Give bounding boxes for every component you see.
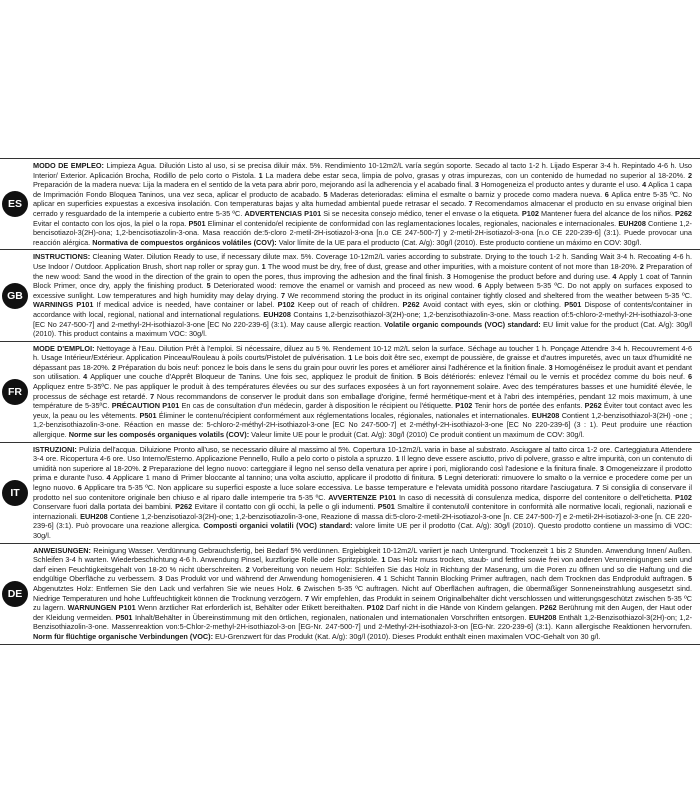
text-run: Apply between 5-35 ºC. Do not apply on surfaces exposed to excessive sunlight. Low temperatures and high humidity may delay drying. [33,281,693,300]
text-run: Conservare fuori dalla portata dei bambini. [33,502,176,512]
bold-text-run: EUH208 [528,612,559,622]
text-run: Contains 1,2-benzisothiazol-3(2H)-one; 1,2-benzisothiazolin-3-one. Mass reaction of:5-chloro-2-methyl-2H-isothiazol-3-one [EC No 247-500-7] and 2-methyl-2H-isothiazol-3-one [EC No 220-239-6] (3:1). May cause allergic reaction. [33,309,693,329]
bold-text-run: 2 [687,170,692,180]
text-run: Cleaning Water. Dilution Ready to use, if necessary dilute max. 5%. Coverage 10-12m2/L varies according to substrate. Drying to the touch 1-2 h. Sanding Wait 3-4 h. Recoating 4-6 h. Use Indoor / Outdoor. Application Brush, short nap roller or spray gun. [33,252,692,271]
bold-text-run: 4 [106,473,113,483]
text-run: Avoid contact with eyes, skin or clothing. [422,300,565,310]
instructions-text-it [33,445,692,541]
bold-text-run: P262 [584,401,604,411]
text-run: Il legno deve essere asciutto, privo di polvere, grasso e altre impurità, con un contenuto di umidità non superiore al 18-20%. [33,454,692,473]
bold-text-run: 6 [604,189,612,199]
text-run: Maderas deterioradas: elimina el esmalte o barniz y procede como madera nueva. [330,189,605,199]
text-run: Bois détériorés: enlevez l'émail ou le vernis et procédez comme du bois neuf. [424,372,688,382]
section-fr [0,341,700,442]
instructions-text-de [33,546,692,642]
text-run: Contiene 1,2-benzisotiazol-3(2H)-one; 1,2-benzisotiazolin-3-one, Reazione di massa di:5-cloro-2-metil-2H-isotiazol-3-one [n. CE 247-500-7] e 2-metil-2H-isotiazol-3-one [n. CE 220-239-6] (3:1). Può provocare una reazione allergica. [33,511,692,531]
bold-text-run: 2 [142,463,149,473]
text-run: Applicare tra 5-35 ºC. Non applicare su superfici esposte a luce solare eccessiva. Le basse temperature e l'elevata umidità possono ritardare l'asciugatura. [84,483,596,492]
bold-text-run: WARNUNGEN P101 [67,603,138,613]
bold-text-run: P501 [188,218,208,228]
text-run: Limpieza Agua. Dilución Listo al uso, si se precisa diluir máx. 5%. Rendimiento 10-12m2/L varía según soporte. Secado al tacto 1-2 h. Lijado Esperar 3-4 h. Repintado 4-6 h. Uso Interior/ Exterior. Aplicación Brocha, Rodillo de pelo corto o Pistola. [33,161,692,180]
bold-text-run: 1 [258,170,266,180]
text-run: EU limit value for the product (Cat. A/g): 30g/l (2010). This product contains a maximum VOC: 30g/l. [33,319,692,339]
language-badge-gb: GB [2,283,28,309]
text-run: Aplica entre 5-35 ºC. No aplicar en superficies expuestas a excesiva insolación. Con temperaturas bajas y alta humedad ambiental puede retrasar el secado. [33,189,693,209]
text-run: Si consiglia di conservare il prodotto nel suo contenitore originale ben chiuso e al riparo dalle intemperie tra 5-35 ºC. [33,483,692,502]
bold-text-run: 1 [381,555,388,565]
bold-text-run: 5 [687,574,693,584]
language-badge-it: IT [2,480,28,506]
bold-text-run: 7 [150,391,157,401]
bold-text-run: 6 [477,281,485,291]
bold-text-run: AVVERTENZE P101 [328,492,399,502]
text-run: Inhalt/Behälter in Übereinstimmung mit den örtlichen, regionalen, nationalen und internationalen Vorschriften entsorgen. [134,612,529,622]
section-gb [0,249,700,340]
instructions-document [0,158,700,645]
bold-text-run: 1 [395,454,402,464]
text-run: Berührung mit den Augen, der Haut oder der Kleidung vermeiden. [33,603,693,622]
bold-text-run: P262 [539,603,559,613]
text-run: Recomendamos almacenar el producto en su envase original bien cerrado y resguardado de la intemperie a cubierto entre 5-35 ºC. [33,199,693,218]
bold-text-run: 1 [348,353,355,363]
bold-text-run: 6 [296,583,304,593]
text-run: Abgenutztes Holz: Entfernen Sie den Lack und verfahren Sie wie neues Holz. [33,583,297,593]
bold-text-run: Norm für flüchtige organische Verbindungen (VOC): [33,631,216,641]
text-run: The wood must be dry, free of dust, grease and other impurities, with a moisture content of not more than 18-20%. [267,261,640,271]
bold-text-run: P102 [521,208,542,218]
text-run: Éviter tout contact avec les yeux, la peau ou les vêtements. [33,401,692,420]
bold-text-run: 3 [158,574,166,584]
bold-text-run: 5 [323,189,331,199]
text-run: Contient 1,2-benzisothiazol-3(2H) -one ; 1,2-benzisothiazolin-3-one. Réaction en masse de: 5-chloro-2-méthyl-2H-isothiazol-3-one [EC No 247-500-7] et 2-méthyl-2H-isothiazol-3-one [EC No 220-239-6] (3 : 1). Peut produire une réaction allergique. [33,410,693,440]
bold-text-run: P102 [674,492,692,502]
text-run: Keep out of reach of children. [297,300,403,310]
text-run: Tenir hors de portée des enfants. [474,401,585,411]
bold-text-run: 1 [261,261,268,271]
bold-text-run: P501 [139,410,159,420]
bold-text-run: 5 [438,473,445,483]
text-run: Si se necesita consejo médico, tener el envase o la etiqueta. [323,208,522,218]
text-run: Applicare 1 mano di Primer bloccante al tannino; una volta asciutto, applicare il prodotto di finitura. [112,473,439,483]
text-run: Valor límite de la UE para el producto (Cat. A/g): 30g/l (2010). Este producto contiene un máximo en COV: 30g/l. [278,237,642,247]
text-run: Preparazione del legno nuovo: carteggiare il legno nel senso della venatura per aprire i pori, migliorando così l'adesione e la finitura finale. [149,463,600,473]
bold-text-run: 5 [206,281,214,291]
instructions-text-fr [33,344,692,440]
text-run: Nettoyage à l'Eau. Dilution Prêt à l'emploi. Si nécessaire, diluez au 5 %. Rendement 10-12 m2/L selon la surface. Séchage au toucher 1 h. Ponçage Attendre 3-4 h. Recouvrement 4-6 h. Usage Intérieur/Extérieur. Application Pinceau/Rouleau à poils courts/Pistolet de pulvérisation. [33,343,693,363]
text-run: Valeur limite UE pour le produit (Cat. A/g): 30g/l (2010) Ce produit contient un maximum de COV: 30g/l. [251,430,585,440]
bold-text-run: P262 [175,502,195,512]
text-run: Das Produkt vor und während der Anwendung homogenisieren. [165,574,377,584]
bold-text-run: 6 [687,372,692,382]
bold-text-run: INSTRUCTIONS: [33,252,93,262]
bold-text-run: MODO DE EMPLEO: [33,161,107,170]
bold-text-run: 7 [280,290,288,300]
text-run: Vorbereitung von neuem Holz: Schleifen Sie das Holz in Richtung der Maserung, um die Poren zu öffnen und so die Haftung und die endgültige Oberfläche zu verbessern. [33,564,692,584]
text-run: Mantener fuera del alcance de los niños. [541,208,675,218]
text-run: Das Holz muss trocken, staub- und fettfrei sowie frei von anderen Verunreinigungen sein und darf einen Feuchtigkeitsgehalt von 18-20 % nicht überschreiten. [33,555,693,574]
text-run: Pulizia dell'acqua. Diluizione Pronto all'uso, se necessario diluire al massimo al 5%. Copertura 10-12m2/L varia in base al substrato. Asciugare al tatto circa 1-2 ore. Carteggiatura Attendere 3-4 ore. Ricopertura 4-6 ore. Uso Interno/Esterno. Applicazione Pennello, Rullo a pelo corto o pistola a spruzzo. [33,444,692,464]
text-run: We recommend storing the product in its original container tightly closed and sheltered from the weather between 5-35 ºC. [287,290,693,300]
bold-text-run: P262 [402,300,423,310]
bold-text-run: P501 [115,612,135,622]
text-run: Evitare il contatto con gli occhi, la pelle o gli indumenti. [194,502,378,512]
section-es [0,158,700,249]
bold-text-run: 4 [612,271,619,281]
text-run: Contiene 1,2-bencisotiazol-3(2H)-ona; 1,2-bencisotiazolin-3-ona. Masa reacción de:5-cloro 2-metil-2H-isotiazol-3-ona [n.o CE 247-500-7] y 2-metil-2H-isotiazol-3-ona [n.o CE 220-239-6] (3:1). Puede provocar una reacción alérgica. [33,218,692,247]
language-badge-de: DE [2,581,28,607]
text-run: Reinigung Wasser. Verdünnung Gebrauchsfertig, bei Bedarf 5% verdünnen. Ergiebigkeit 10-12m2/L variiert je nach Untergrund. Trockenzeit 1 bis 2 Stunden. Anwendung Innen/ Außen. Schleifen 3-4 h warten. Wiederbeschichtung 4-6 h. Anwendung Pinsel, kurzflorige Rolle oder Spritzpistole. [33,545,693,565]
bold-text-run: EUH208 [263,309,294,319]
bold-text-run: 3 [548,362,555,372]
bold-text-run: 7 [595,483,603,492]
bold-text-run: 3 [599,463,607,473]
text-run: Smaltire il contenuto/il contenitore in conformità alle normative locali, regionali, nazionali e internazionali. [33,502,693,521]
text-run: En cas de consultation d'un médecin, garder à disposition le récipient ou l'étiquette. [181,401,456,411]
text-run: Apply 1 coat of Tannin Block Primer, once dry, apply the finishing product. [33,271,693,291]
bold-text-run: MODE D'EMPLOI: [33,343,97,353]
text-run: EU-Grenzwert für das Produkt (Kat. A/g): 30g/l (2010). Dieses Produkt enthält einen maximalen VOC-Gehalt von 30 g/l. [215,631,601,641]
text-run: Enthält 1,2-Benzisothiazol-3(2H)-on; 1,2-Benzisothiazolin-3-one. Massenreaktion von:5-Chlor-2-methyl-2H-isothiazol-3-on [EG-Nr. 247-500-7] und 2-Methyl-2H-isothiazol-3-on [EG-Nr. 220-239-6] (3:1). Kann allergische Reaktionen hervorrufen. [33,612,693,632]
text-run: Préparation du bois neuf: poncez le bois dans le sens du grain pour ouvrir les pores et améliorer ainsi l'adhérence et la finition finale. [117,362,549,372]
text-run: Aplica 1 capa de Imprimación Fondo Bloquea Taninos, una vez seca, aplicar el producto de acabado. [33,180,692,199]
text-run: Omogeneizzare il prodotto prima e durante l'uso. [33,463,692,483]
text-run: Dispose of contents/container in accordance with local, regional, national and international regulations. [33,300,693,319]
bold-text-run: P501 [377,502,398,512]
text-run: Preparación de la madera nueva: Lija la madera en el sentido de la veta para abrir poro, mejorando así la adherencia y el acabado final. [33,180,475,190]
bold-text-run: 2 [245,564,253,574]
bold-text-run: P102 [366,603,386,613]
text-run: Deteriorated wood: remove the enamel or varnish and proceed as new wood. [213,281,478,291]
section-it [0,442,700,543]
bold-text-run: P262 [674,208,692,218]
bold-text-run: P102 [277,300,298,310]
bold-text-run: ISTRUZIONI: [33,444,79,454]
bold-text-run: 4 [83,372,91,382]
text-run: Darf nicht in die Hände von Kindern gelangen. [386,603,540,613]
bold-text-run: 4 [642,180,649,190]
text-run: Homogénéisez le produit avant et pendant son utilisation. [33,362,692,382]
bold-text-run: Normativa de compuestos orgánicos volátiles (COV): [92,237,279,247]
text-run: If medical advice is needed, have container or label. [96,300,278,310]
bold-text-run: Volatile organic compounds (VOC) standard: [384,319,544,329]
text-run: Zwischen 5-35 ºC auftragen. Nicht auf Oberflächen auftragen, die übermäßiger Sonneneinstrahlung ausgesetzt sind. Niedrige Temperaturen und hohe Luftfeuchtigkeit können die Trocknung verzögern. [33,583,692,603]
text-run: Eliminar el contenido/el recipiente de conformidad con las reglamentaciones locales, regionales, nacionales e internacionales. [207,218,619,228]
text-run: Wir empfehlen, das Produkt in seinem Originalbehälter dicht verschlossen und witterungsgeschützt zwischen 5-35 ºC zu lagern. [33,593,692,613]
bold-text-run: 4 [376,574,384,584]
bold-text-run: ANWEISUNGEN: [33,545,94,555]
bold-text-run: EUH208 [531,410,562,420]
text-run: Preparation of the new wood: Sand the wood in the direction of the grain to open the pores, thus improving the adhesion and the final finish. [33,261,693,281]
bold-text-run: PRÉCAUTION P101 [111,401,182,411]
text-run: Nous recommandons de conserver le produit dans son emballage d'origine, fermé hermétique-ment et à l'abri des intempéries, pendant 12 mois maximum, à une température de 5-35ºC. [33,391,692,411]
bold-text-run: 5 [417,372,425,382]
bold-text-run: 3 [474,180,481,190]
section-de [0,543,700,645]
bold-text-run: P102 [455,401,475,411]
bold-text-run: Composti organici volatili (VOC) standard: [203,521,356,531]
text-run: Éliminer le contenu/récipient conformément aux réglementations locales, régionales, nationales et internationales. [158,410,532,420]
text-run: Le bois doit être sec, exempt de poussière, de graisse et d'autres impuretés, avec un taux d'humidité ne dépassant pas 18-20%. [33,353,692,372]
text-run: Appliquer une couche d'Apprêt Bloqueur de Tanins. Une fois sec, appliquez le produit de finition. [90,372,418,382]
instructions-text-gb [33,252,692,338]
text-run: Appliquez entre 5-35ºC. Ne pas appliquer le produit à des températures élevées ou sur des surfaces exposées à un fort rayonnement solaire. Avec des températures basses et une humidité élevée, le processus de séchage est retardé. [33,382,692,401]
text-run: valore limite UE per il prodotto (Cat. A/g): 30g/l (2010). Questo prodotto contiene un massimo di VOC: 30g/l. [33,521,692,540]
text-run: Wenn ärztlicher Rat erforderlich ist, Behälter oder Etikett bereithalten. [137,603,367,613]
text-run: Evitar el contacto con los ojos, la piel o la ropa. [33,218,189,228]
bold-text-run: Norme sur les composés organiques volatils (COV): [68,430,252,440]
bold-text-run: 3 [446,271,454,281]
text-run: 1 Schicht Tannin Blocking Primer auftragen, nach dem Trocknen das Endprodukt auftragen. [383,574,688,584]
text-run: In caso di necessità di consulenza medica, disporre del contenitore o dell'etichetta. [398,492,675,502]
bold-text-run: 7 [468,199,475,209]
instructions-text-es [33,161,692,247]
text-run: Homogeneiza el producto antes y durante el uso. [480,180,643,190]
language-badge-es: ES [2,191,28,217]
bold-text-run: 2 [111,362,118,372]
bold-text-run: WARNINGS P101 [33,300,97,310]
bold-text-run: EUH208 [618,218,649,228]
bold-text-run: ADVERTENCIAS P101 [244,208,324,218]
bold-text-run: 7 [304,593,312,603]
text-run: Homogenise the product before and during use. [453,271,613,281]
text-run: Legni deteriorati: rimuovere lo smalto o la vernice e procedere come per un legno nuovo. [33,473,693,492]
language-badge-fr: FR [2,379,28,405]
bold-text-run: P501 [564,300,585,310]
bold-text-run: 6 [77,483,85,492]
text-run: La madera debe estar seca, limpia de polvo, grasas y otras impurezas, con un contenido de humedad no superior al 18-20%. [265,170,688,180]
bold-text-run: 2 [639,261,647,271]
bold-text-run: EUH208 [80,511,110,521]
